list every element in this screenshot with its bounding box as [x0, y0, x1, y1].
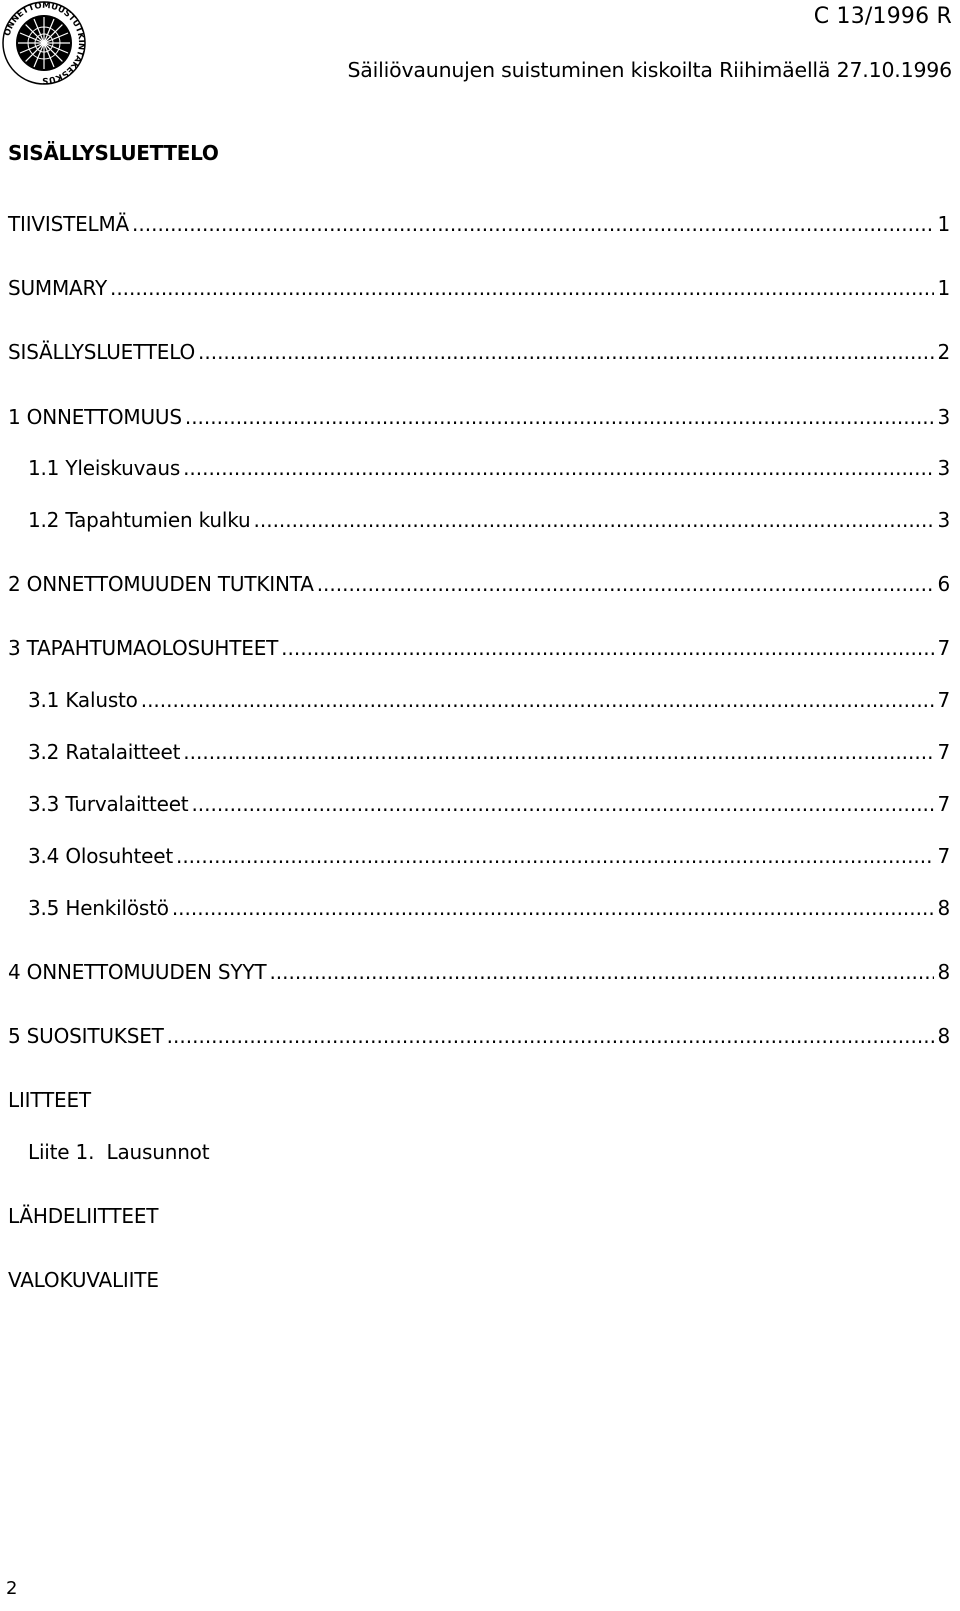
- toc-entry-label: 3.1 Kalusto: [28, 688, 138, 712]
- toc-entry-label: TIIVISTELMÄ: [8, 212, 130, 236]
- toc-entry-page: 7: [937, 844, 950, 868]
- toc-leader-dots: [110, 276, 935, 300]
- logo-seal-icon: [1, 0, 87, 86]
- toc-entry-page: 7: [937, 792, 950, 816]
- toc-entry-ratalaitteet[interactable]: [28, 740, 950, 768]
- toc-leader-dots: [167, 1024, 935, 1048]
- toc-leader-dots: [132, 212, 934, 236]
- toc-entry-label: 2 ONNETTOMUUDEN TUTKINTA: [8, 572, 314, 596]
- toc-entry-label: 1.2 Tapahtumien kulku: [28, 508, 251, 532]
- toc-entry-label: 3.4 Olosuhteet: [28, 844, 173, 868]
- toc-leader-dots: [317, 572, 935, 596]
- report-subtitle: Säiliövaunujen suistuminen kiskoilta Riihimäellä 27.10.1996: [347, 58, 952, 82]
- toc-entry-page: 3: [937, 508, 950, 532]
- toc-entry-yleiskuvaus[interactable]: [28, 456, 950, 484]
- toc-leader-dots: [172, 896, 935, 920]
- toc-entry-olosuhteet[interactable]: [28, 844, 950, 872]
- toc-entry-label: 3.3 Turvalaitteet: [28, 792, 189, 816]
- toc-entry-tapahtumaolosuhteet[interactable]: [8, 636, 950, 664]
- toc-entry-page: 7: [937, 688, 950, 712]
- page-number: 2: [6, 1578, 18, 1599]
- sources-heading[interactable]: LÄHDELIITTEET: [8, 1204, 159, 1228]
- toc-entry-turvalaitteet[interactable]: [28, 792, 950, 820]
- toc-leader-dots: [183, 456, 934, 480]
- toc-entry-label: 4 ONNETTOMUUDEN SYYT: [8, 960, 267, 984]
- toc-entry-page: 1: [937, 276, 950, 300]
- toc-entry-page: 8: [937, 960, 950, 984]
- toc-entry-henkilosto[interactable]: [28, 896, 950, 924]
- toc-entry-page: 7: [937, 636, 950, 660]
- toc-entry-onnettomuus[interactable]: [8, 405, 950, 433]
- toc-entry-summary[interactable]: [8, 276, 950, 304]
- toc-entry-sisallysluettelo[interactable]: [8, 340, 950, 368]
- toc-leader-dots: [254, 508, 935, 532]
- toc-entry-label: 1.1 Yleiskuvaus: [28, 456, 181, 480]
- toc-entry-page: 8: [937, 896, 950, 920]
- report-id: C 13/1996 R: [813, 4, 952, 29]
- toc-leader-dots: [141, 688, 935, 712]
- toc-leader-dots: [281, 636, 934, 660]
- toc-entry-page: 6: [937, 572, 950, 596]
- toc-entry-label: 3 TAPAHTUMAOLOSUHTEET: [8, 636, 279, 660]
- toc-entry-tapahtumien-kulku[interactable]: [28, 508, 950, 536]
- toc-entry-onnettomuuden-tutkinta[interactable]: [8, 572, 950, 600]
- toc-leader-dots: [176, 844, 935, 868]
- toc-entry-page: 2: [937, 340, 950, 364]
- toc-entry-label: 1 ONNETTOMUUS: [8, 405, 182, 429]
- toc-leader-dots: [269, 960, 934, 984]
- toc-leader-dots: [191, 792, 934, 816]
- toc-leader-dots: [198, 340, 934, 364]
- toc-entry-page: 8: [937, 1024, 950, 1048]
- appendix-entry[interactable]: Liite 1. Lausunnot: [28, 1140, 210, 1164]
- toc-entry-label: 3.2 Ratalaitteet: [28, 740, 181, 764]
- toc-title: SISÄLLYSLUETTELO: [8, 141, 219, 165]
- appendices-heading: LIITTEET: [8, 1088, 91, 1112]
- toc-entry-onnettomuuden-syyt[interactable]: [8, 960, 950, 988]
- toc-entry-label: SUMMARY: [8, 276, 107, 300]
- toc-entry-tiivistelma[interactable]: [8, 212, 950, 240]
- toc-entry-label: 5 SUOSITUKSET: [8, 1024, 164, 1048]
- toc-entry-page: 7: [937, 740, 950, 764]
- toc-leader-dots: [183, 740, 934, 764]
- toc-entry-label: SISÄLLYSLUETTELO: [8, 340, 195, 364]
- logo-text: ONNETTOMUUSTUTKINTAKESKUS: [2, 0, 87, 86]
- toc-entry-label: 3.5 Henkilöstö: [28, 896, 169, 920]
- toc-leader-dots: [185, 405, 935, 429]
- toc-entry-page: 1: [937, 212, 950, 236]
- toc-entry-page: 3: [937, 405, 950, 429]
- toc-entry-page: 3: [937, 456, 950, 480]
- photos-heading[interactable]: VALOKUVALIITE: [8, 1268, 159, 1292]
- toc-entry-suositukset[interactable]: [8, 1024, 950, 1052]
- toc-entry-kalusto[interactable]: [28, 688, 950, 716]
